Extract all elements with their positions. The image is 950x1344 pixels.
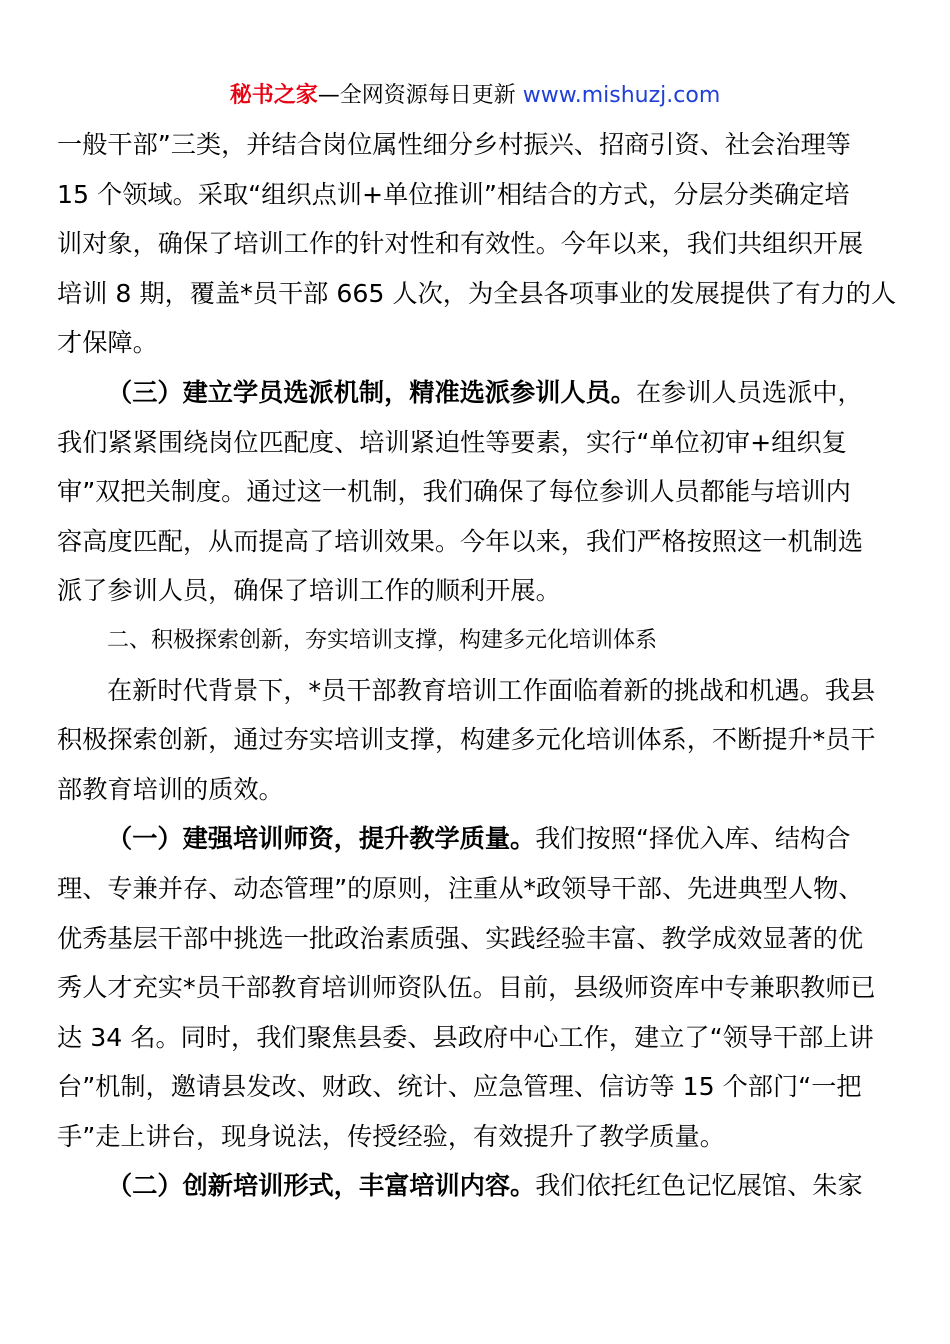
text-line: 审”双把关制度。通过这一机制，我们确保了每位参训人员都能与培训内	[57, 477, 851, 507]
text-line: 优秀基层干部中挑选一批政治素质强、实践经验丰富、教学成效显著的优	[57, 923, 863, 953]
brand-name: 秘书之家	[229, 83, 318, 108]
text-line	[57, 1161, 893, 1211]
document-body	[57, 120, 897, 1211]
section-lead-heading: （一）建强培训师资，提升教学质量。	[107, 824, 536, 854]
section-heading: 二、积极探索创新，夯实培训支撑，构建多元化培训体系	[107, 627, 658, 653]
text-run: 在参训人员选派中，	[635, 377, 863, 407]
text-line: 派了参训人员，确保了培训工作的顺利开展。	[57, 576, 561, 606]
text-line: 积极探索创新，通过夯实培训支撑，构建多元化培训体系，不断提升*员干	[57, 725, 876, 755]
text-line: 训对象，确保了培训工作的针对性和有效性。今年以来，我们共组织开展	[57, 229, 863, 259]
paragraph-5	[57, 1161, 893, 1211]
text-line	[57, 814, 893, 864]
text-line: 台”机制，邀请县发改、财政、统计、应急管理、信访等 15 个部门“一把	[57, 1072, 862, 1102]
text-line: 容高度匹配，从而提高了培训效果。今年以来，我们严格按照这一机制选	[57, 526, 863, 556]
site-header	[0, 81, 950, 111]
text-line: 部教育培训的质效。	[57, 774, 284, 804]
text-line: 手”走上讲台，现身说法，传授经验，有效提升了教学质量。	[57, 1121, 725, 1151]
text-line: 我们紧紧围绕岗位匹配度、培训紧迫性等要素，实行“单位初审+组织复	[57, 427, 847, 457]
text-line: 达 34 名。同时，我们聚焦县委、县政府中心工作，建立了“领导干部上讲	[57, 1022, 874, 1052]
paragraph-1	[57, 120, 897, 368]
site-url-link[interactable]: www.mishuzj.com	[522, 83, 721, 108]
text-line: 在新时代背景下，*员干部教育培训工作面临着新的挑战和机遇。我县	[107, 675, 876, 705]
paragraph-2	[57, 368, 893, 616]
text-run: 我们依托红色记忆展馆、朱家	[535, 1171, 863, 1201]
text-line: 一般干部”三类，并结合岗位属性细分乡村振兴、招商引资、社会治理等	[57, 130, 851, 159]
section-lead-heading: （三）建立学员选派机制，精准选派参训人员。	[107, 377, 636, 407]
header-slogan: —全网资源每日更新	[317, 83, 523, 108]
text-line: 培训 8 期，覆盖*员干部 665 人次，为全县各项事业的发展提供了有力的人	[57, 278, 897, 308]
text-line: 秀人才充实*员干部教育培训师资队伍。目前，县级师资库中专兼职教师已	[57, 973, 876, 1003]
paragraph-4	[57, 814, 893, 1161]
text-line	[57, 368, 893, 418]
text-run: 我们按照“择优入库、结构合	[535, 824, 851, 854]
section-lead-heading: （二）创新培训形式，丰富培训内容。	[107, 1171, 536, 1201]
text-line: 才保障。	[57, 328, 158, 358]
paragraph-3	[57, 666, 893, 815]
text-line: 理、专兼并存、动态管理”的原则，注重从*政领导干部、先进典型人物、	[57, 873, 864, 903]
text-line: 15 个领域。采取“组织点训+单位推训”相结合的方式，分层分类确定培	[57, 179, 850, 209]
